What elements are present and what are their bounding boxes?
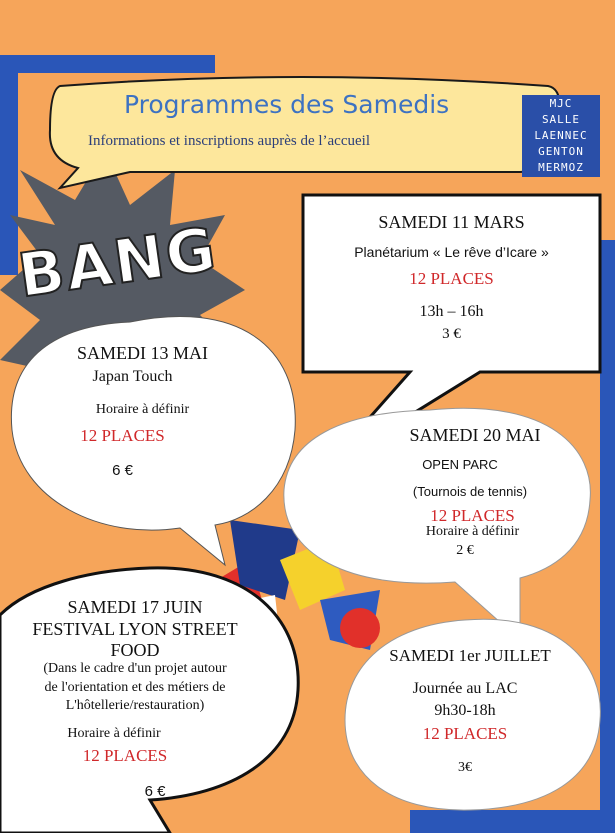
mjc-logo <box>522 95 600 177</box>
event-price: 3€ <box>458 760 472 775</box>
event-time: 9h30-18h <box>434 702 496 719</box>
dot-red <box>340 608 380 648</box>
event-time: 13h – 16h <box>419 303 484 320</box>
event-time: Horaire à définir <box>425 524 520 539</box>
blue-bar-right <box>600 240 615 833</box>
event-places: 12 PLACES <box>80 426 165 445</box>
event-title: FESTIVAL LYON STREET <box>32 619 238 639</box>
event-title: Journée au LAC <box>412 680 518 697</box>
event-description: de l'orientation et des métiers de <box>44 680 226 695</box>
event-description: L'hôtellerie/restauration) <box>65 698 205 713</box>
event-price: 2 € <box>456 543 474 558</box>
event-date: SAMEDI 11 MARS <box>378 212 525 232</box>
event-date: SAMEDI 17 JUIN <box>67 597 203 617</box>
blue-bar-bottom <box>410 810 615 833</box>
event-title: Japan Touch <box>92 368 173 385</box>
event-title: OPEN PARC <box>422 457 498 472</box>
logo-line: SALLE <box>523 112 599 128</box>
event-price: 6 € <box>144 783 166 800</box>
event-date: SAMEDI 20 MAI <box>409 425 541 445</box>
event-title: FOOD <box>110 640 160 660</box>
blue-bar-top <box>0 55 215 73</box>
event-date: SAMEDI 13 MAI <box>76 343 208 363</box>
page-title: Programmes des Samedis <box>124 90 450 119</box>
logo-line: LAENNEC <box>523 128 599 144</box>
event-detail: (Tournois de tennis) <box>412 484 528 499</box>
logo-line: MJC <box>523 96 599 112</box>
event-places: 12 PLACES <box>82 746 168 765</box>
event-description: (Dans le cadre d'un projet autour <box>43 661 227 676</box>
bang-text: BANG <box>14 214 222 312</box>
event-time: Horaire à définir <box>67 726 161 741</box>
logo-line: GENTON <box>523 144 599 160</box>
event-places: 12 PLACES <box>422 724 508 743</box>
event-date: SAMEDI 1er JUILLET <box>389 646 551 665</box>
event-title: Planétarium « Le rêve d’Icare » <box>354 244 549 260</box>
logo-line: MERMOZ <box>523 160 599 176</box>
event-places: 12 PLACES <box>430 506 515 525</box>
event-price: 6 € <box>112 462 133 479</box>
page-subtitle: Informations et inscriptions auprès de l’accueil <box>88 133 370 149</box>
event-price: 3 € <box>442 326 461 342</box>
event-time: Horaire à définir <box>95 402 190 417</box>
event-places: 12 PLACES <box>409 269 494 288</box>
